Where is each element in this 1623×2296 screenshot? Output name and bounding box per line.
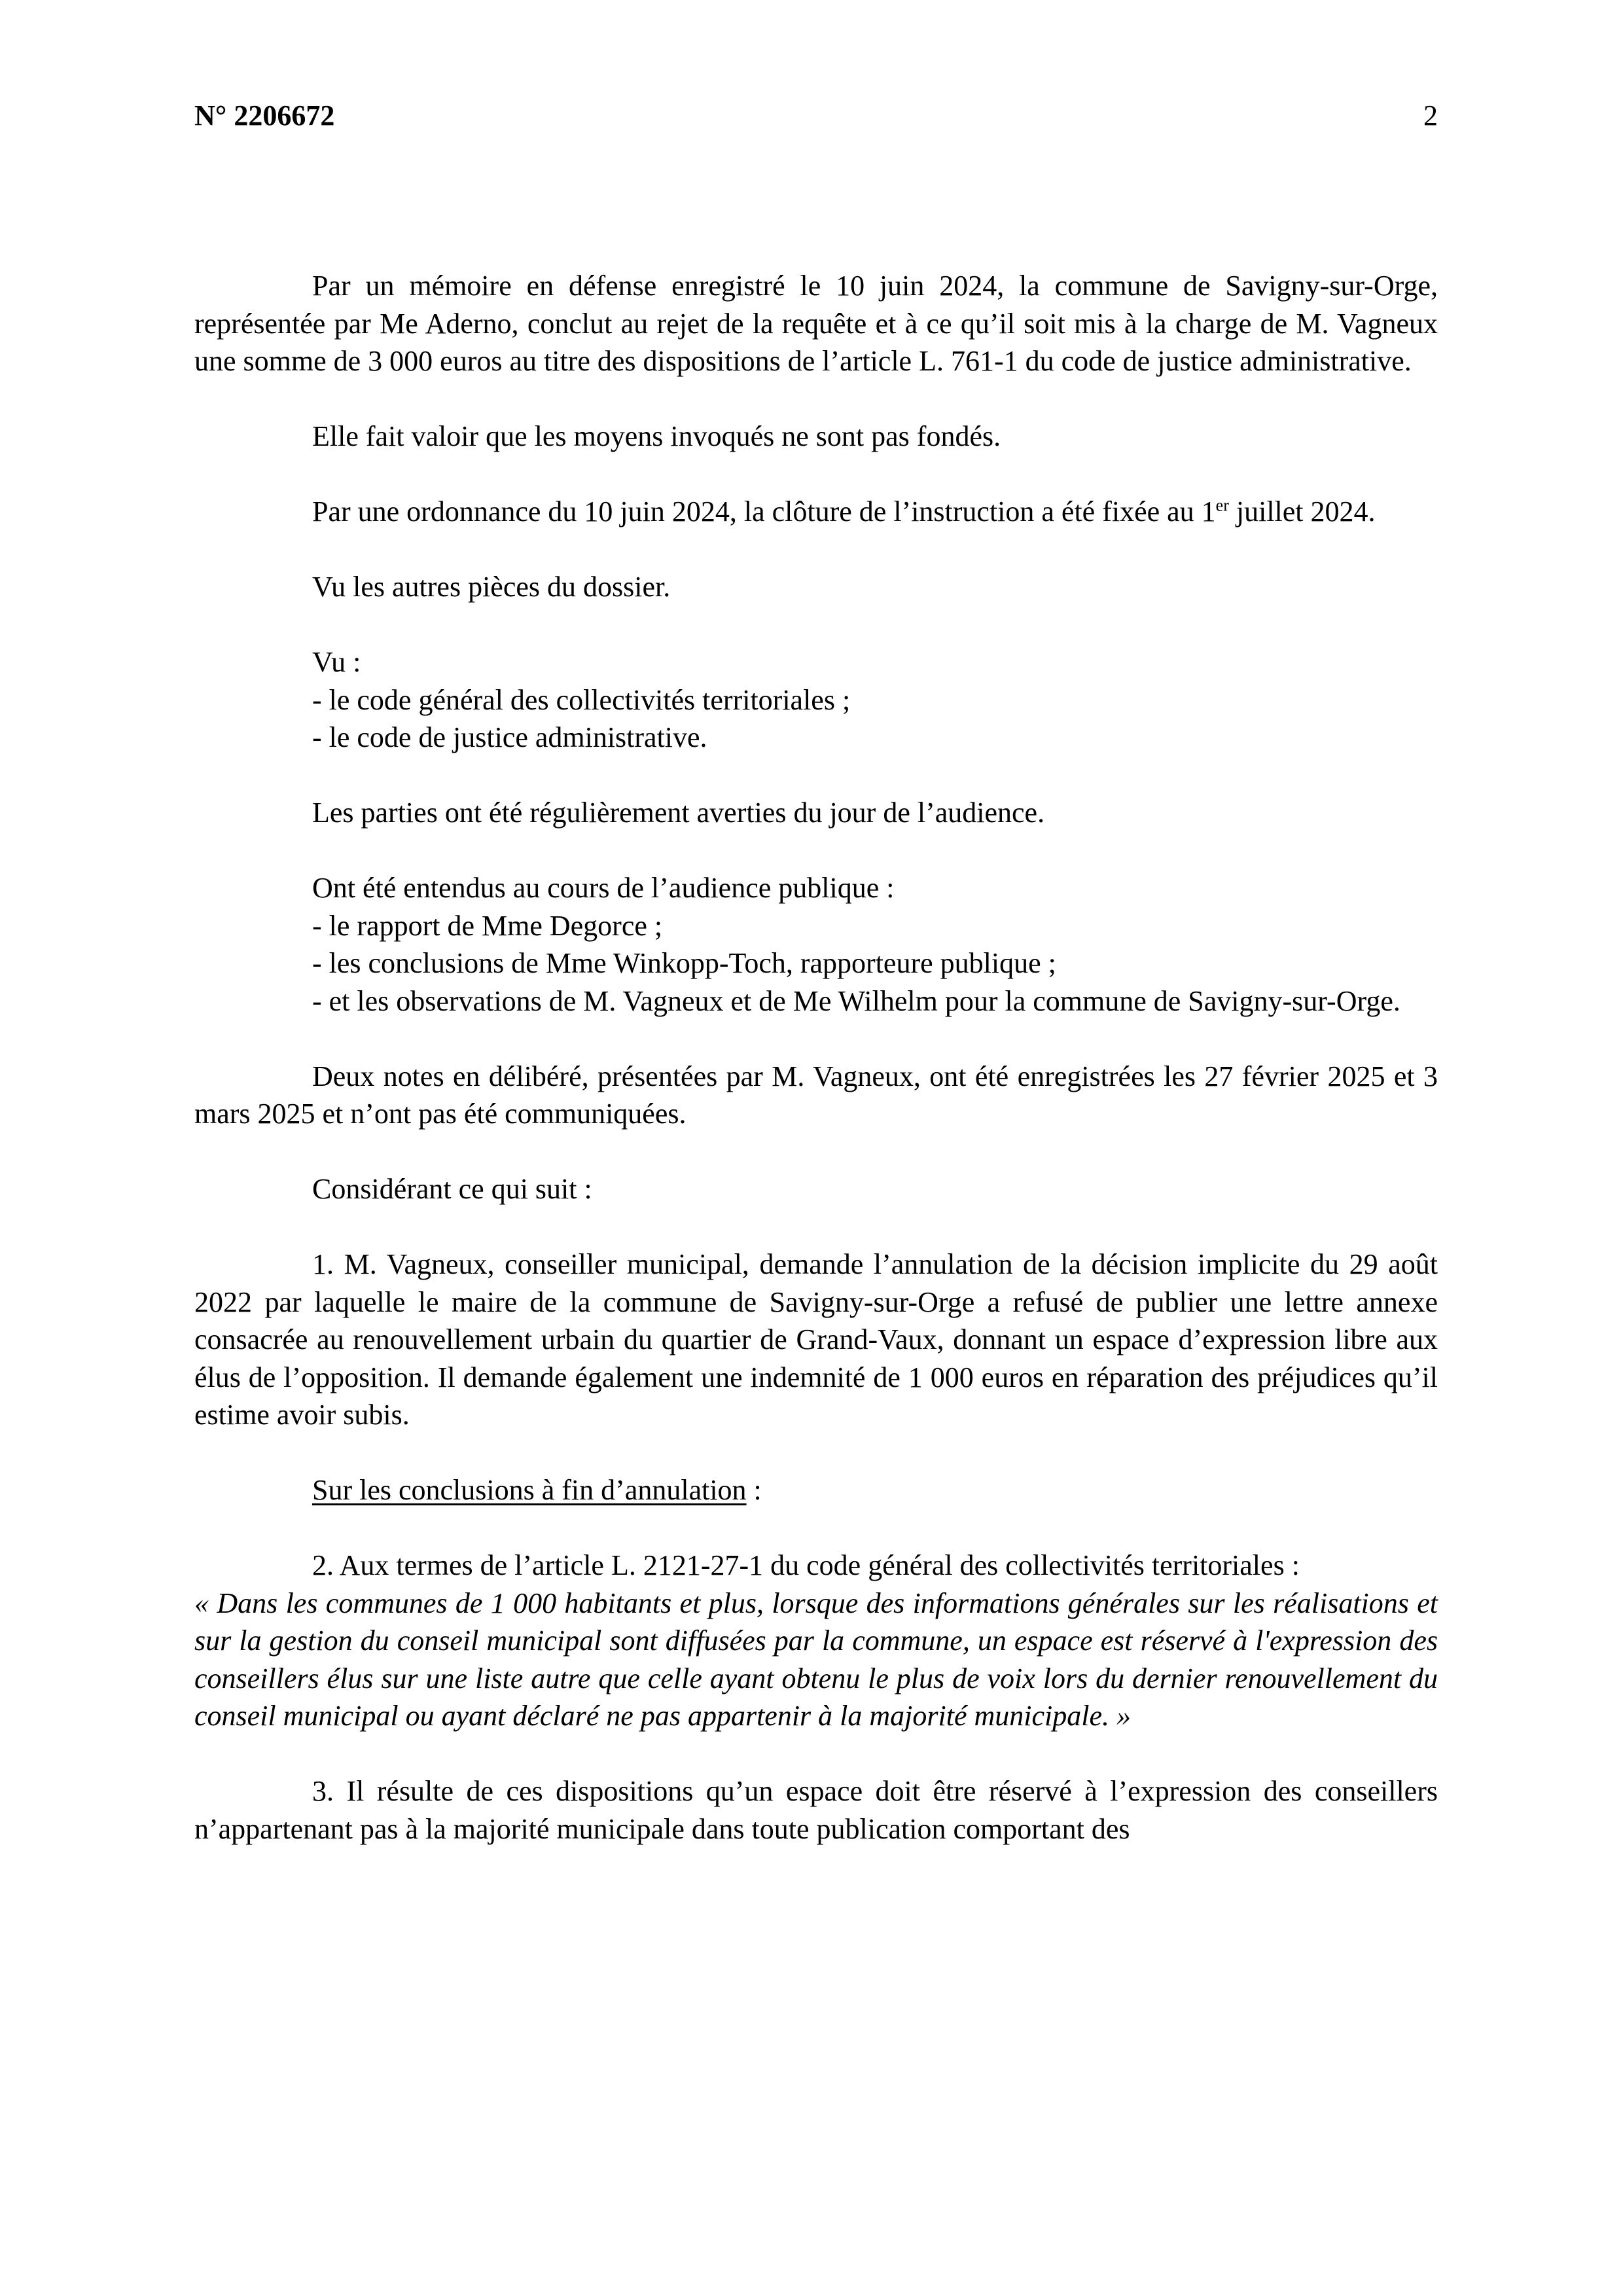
paragraph-considering: Considérant ce qui suit : xyxy=(312,1173,592,1205)
order-text-1: Par une ordonnance du 10 juin 2024, la clôture de l’instruction a été fixée au 1 xyxy=(312,495,1216,528)
vu-item: - le code de justice administrative. xyxy=(312,721,707,753)
vu-heading: Vu : xyxy=(312,646,361,678)
section-heading-text: Sur les conclusions à fin d’annulation xyxy=(312,1474,747,1506)
vu-item: - le code général des collectivités territoriales ; xyxy=(312,683,851,716)
hearing-item: - le rapport de Mme Degorce ; xyxy=(312,909,663,942)
hearing-item: - les conclusions de Mme Winkopp-Toch, rapporteure publique ; xyxy=(312,947,1056,979)
point-2-quote: « Dans les communes de 1 000 habitants et plus, lorsque des informations générales sur les réalisations et sur la gestion du conseil municipal sont diffusées par la commune, un espace est réservé à l'expression des conseillers élus sur une liste autre que celle ayant obtenu le plus de voix lors du dernier renouvellement du conseil municipal ou ayant déclaré ne pas appartenir à la majorité municipale. » xyxy=(194,1587,1438,1732)
paragraph-grounds: Elle fait valoir que les moyens invoqués ne sont pas fondés. xyxy=(312,420,1001,452)
page-number: 2 xyxy=(1423,99,1438,132)
paragraph-point-1: 1. M. Vagneux, conseiller municipal, demande l’annulation de la décision implicite du 29 août 2022 par laquelle le maire de la commune de Savigny-sur-Orge a refusé de publier une lettre annexe consacrée au renouvellement urbain du quartier de Grand-Vaux, donnant un espace d’expression libre aux élus de l’opposition. Il demande également une indemnité de 1 000 euros en réparation des préjudices qu’il estime avoir subis. xyxy=(194,1248,1438,1431)
paragraph-parties-notified: Les parties ont été régulièrement averties du jour de l’audience. xyxy=(312,797,1045,829)
hearing-heading: Ont été entendus au cours de l’audience publique : xyxy=(312,872,895,904)
paragraph-other-documents: Vu les autres pièces du dossier. xyxy=(312,571,671,603)
document-body xyxy=(194,267,1438,1886)
paragraph-order xyxy=(194,493,1438,531)
paragraph-point-2 xyxy=(194,1547,1438,1735)
point-2-intro: 2. Aux termes de l’article L. 2121-27-1 du code général des collectivités territoriales : xyxy=(312,1549,1300,1581)
order-superscript: er xyxy=(1215,495,1229,515)
case-number: N° 2206672 xyxy=(194,99,335,132)
vu-block xyxy=(194,643,1438,757)
hearing-block xyxy=(194,869,1438,1020)
hearing-item: - et les observations de M. Vagneux et de Me Wilhelm pour la commune de Savigny-sur-Orge. xyxy=(312,984,1400,1017)
paragraph-point-3: 3. Il résulte de ces dispositions qu’un espace doit être réservé à l’expression des conseillers n’appartenant pas à la majorité municipale dans toute publication comportant des xyxy=(194,1775,1438,1845)
section-heading-colon: : xyxy=(746,1474,762,1506)
order-text-2: juillet 2024. xyxy=(1228,495,1376,528)
paragraph-defense: Par un mémoire en défense enregistré le 10 juin 2024, la commune de Savigny-sur-Orge, représentée par Me Aderno, conclut au rejet de la requête et à ce qu’il soit mis à la charge de M. Vagneux une somme de 3 000 euros au titre des dispositions de l’article L. 761-1 du code de justice administrative. xyxy=(194,270,1438,377)
section-heading xyxy=(194,1471,1438,1509)
paragraph-deliberation-notes: Deux notes en délibéré, présentées par M. Vagneux, ont été enregistrées les 27 février 2025 et 3 mars 2025 et n’ont pas été communiquées. xyxy=(194,1060,1438,1130)
